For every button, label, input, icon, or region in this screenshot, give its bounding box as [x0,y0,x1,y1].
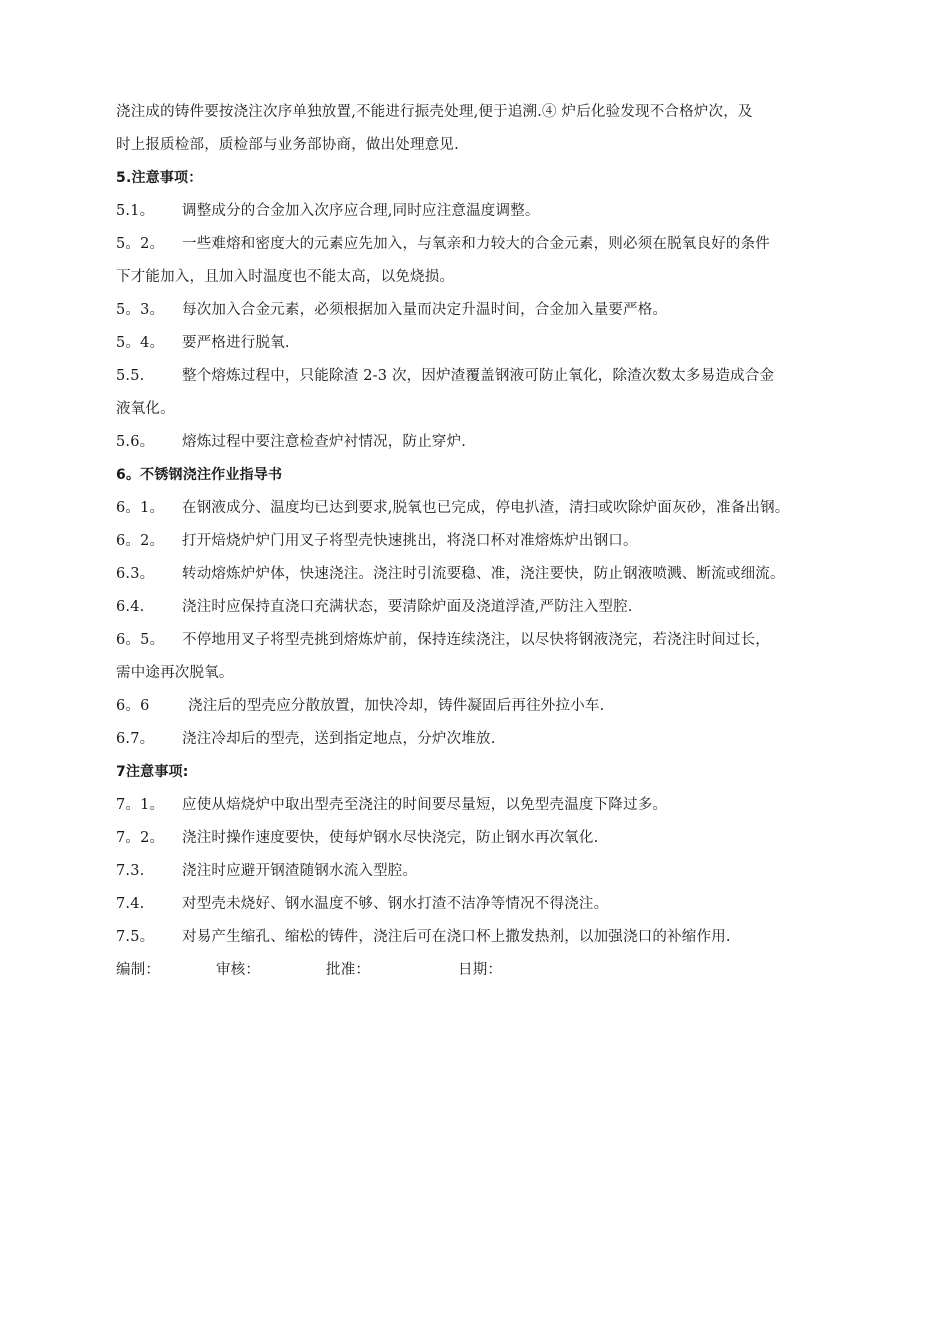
list-item [116,624,876,657]
list-item [116,294,876,327]
item-text: 熔炼过程中要注意检查炉衬情况，防止穿炉. [182,434,467,450]
section-6-heading: 6。不锈钢浇注作业指导书 [116,467,283,483]
item-number: 6。1。 [116,500,165,516]
item-number: 6。5。 [116,632,165,648]
item-number: 6。6 [116,698,150,714]
item-continuation: 液氧化。 [116,401,175,417]
item-continuation: 下才能加入，且加入时温度也不能太高，以免烧损。 [116,269,455,285]
compiled-by-label: 编制： [116,962,161,978]
item-text: 打开焙烧炉炉门用叉子将型壳快速挑出，将浇口杯对准熔炼炉出钢口。 [182,533,638,549]
item-number: 5.6。 [116,434,155,450]
document-page [116,96,876,987]
item-number: 5。4。 [116,335,165,351]
list-item [116,690,876,723]
reviewed-by-label: 审核： [216,962,261,978]
list-item [116,855,876,888]
list-item [116,492,876,525]
item-number: 7.3. [116,863,145,879]
approved-by-label: 批准： [326,962,371,978]
item-number: 5。2。 [116,236,165,252]
item-number: 6。2。 [116,533,165,549]
list-item [116,195,876,228]
item-number: 7.4. [116,896,145,912]
item-number: 7。2。 [116,830,165,846]
section-7-list [116,789,876,954]
item-continuation: 需中途再次脱氧。 [116,665,234,681]
item-number: 7。1。 [116,797,165,813]
list-item [116,558,876,591]
item-number: 7.5。 [116,929,155,945]
section-5-list [116,195,876,459]
item-text: 浇注后的型壳应分散放置，加快冷却，铸件凝固后再往外拉小车. [188,698,605,714]
item-text: 不停地用叉子将型壳挑到熔炼炉前，保持连续浇注，以尽快将钢液浇完，若浇注时间过长， [182,632,770,648]
item-number: 5。3。 [116,302,165,318]
item-text: 转动熔炼炉炉体，快速浇注。浇注时引流要稳、准，浇注要快，防止钢液喷溅、断流或细流。 [182,566,785,582]
item-number: 5.5. [116,368,145,384]
item-text: 对型壳未烧好、钢水温度不够、钢水打渣不洁净等情况不得浇注。 [182,896,609,912]
item-text: 浇注时应避开钢渣随钢水流入型腔。 [182,863,418,879]
list-item [116,327,876,360]
item-text: 每次加入合金元素，必须根据加入量而决定升温时间，合金加入量要严格。 [182,302,668,318]
item-text: 浇注时操作速度要快，使每炉钢水尽快浇完，防止钢水再次氧化. [182,830,599,846]
list-item [116,525,876,558]
item-text: 一些难熔和密度大的元素应先加入，与氧亲和力较大的合金元素，则必须在脱氧良好的条件 [182,236,770,252]
list-item [116,426,876,459]
intro-line-2: 时上报质检部，质检部与业务部协商，做出处理意见. [116,137,459,153]
item-text: 应使从焙烧炉中取出型壳至浇注的时间要尽量短，以免型壳温度下降过多。 [182,797,668,813]
section-7-heading: 7注意事项: [116,764,189,780]
item-text: 要严格进行脱氧. [182,335,290,351]
signature-footer [116,954,876,987]
list-item [116,591,876,624]
list-item [116,888,876,921]
section-5-heading: 5.注意事项： [116,170,203,186]
list-item [116,723,876,756]
list-item [116,921,876,954]
item-number: 6.3。 [116,566,155,582]
list-item [116,360,876,393]
intro-line-1: 浇注成的铸件要按浇注次序单独放置,不能进行振壳处理,便于追溯.④ 炉后化验发现不合格炉次，及 [116,104,753,120]
item-text: 整个熔炼过程中，只能除渣 2-3 次，因炉渣覆盖钢液可防止氧化，除渣次数太多易造成合金 [182,368,775,384]
item-number: 5.1。 [116,203,155,219]
item-text: 调整成分的合金加入次序应合理,同时应注意温度调整。 [182,203,540,219]
item-number: 6.4. [116,599,145,615]
list-item [116,822,876,855]
date-label: 日期： [458,962,503,978]
list-item [116,228,876,261]
item-text: 对易产生缩孔、缩松的铸件，浇注后可在浇口杯上撒发热剂，以加强浇口的补缩作用. [182,929,731,945]
item-text: 在钢液成分、温度均已达到要求,脱氧也已完成，停电扒渣，清扫或吹除炉面灰砂，准备出钢。 [182,500,790,516]
list-item [116,789,876,822]
item-text: 浇注冷却后的型壳，送到指定地点，分炉次堆放. [182,731,496,747]
item-text: 浇注时应保持直浇口充满状态，要清除炉面及浇道浮渣,严防注入型腔. [182,599,633,615]
item-number: 6.7。 [116,731,155,747]
section-6-list [116,492,876,756]
